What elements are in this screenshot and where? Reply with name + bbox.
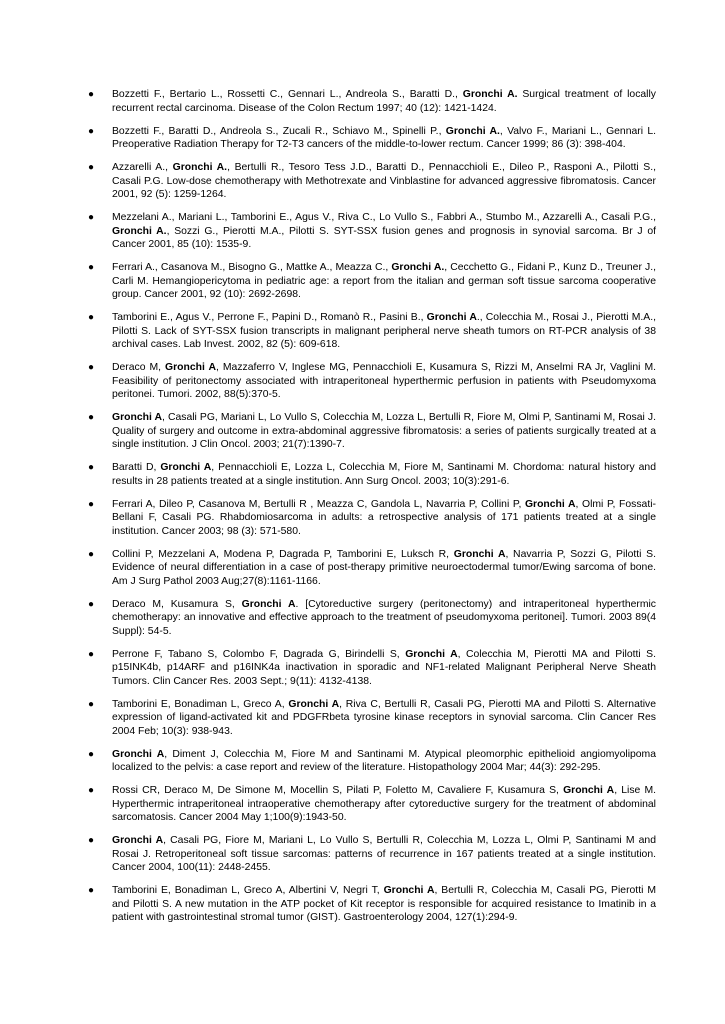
list-item — [86, 884, 656, 925]
highlighted-author: Gronchi A — [405, 648, 458, 660]
bullet-icon: ● — [88, 498, 95, 510]
highlighted-author: Gronchi A — [112, 412, 163, 423]
bullet-icon: ● — [88, 125, 95, 137]
reference-text: Gronchi A, Casali PG, Fiore M, Mariani L, Lo Vullo S, Bertulli R, Colecchia M, Lozza L, Olmi P, Santinami M and Rosai J. Retroperitoneal soft tissue sarcomas: patterns of recurrence in 167 patients treated at a single institution. Cancer 2004, 100(11): 2448-2455. — [112, 835, 656, 873]
list-item — [86, 598, 656, 639]
bullet-icon: ● — [88, 89, 95, 100]
reference-text: Bozzetti F., Baratti D., Andreola S., Zucali R., Schiavo M., Spinelli P., Gronchi A., Valvo F., Mariani L., Gennari L. Preoperative Radiation Therapy for T2-T3 cancers of the middle-to-lower rectum. Cancer 1999; 86 (3): 398-404. — [112, 125, 657, 150]
list-item — [86, 461, 656, 488]
list-item — [86, 125, 656, 152]
reference-text: Deraco M, Kusamura S, Gronchi A. [Cytoreductive surgery (peritonectomy) and intraperitoneal hyperthermic chemotherapy: an innovative and effective approach to the treatment of pseudomyxoma peritonei]. Tumori. 2003 89(4 Suppl): 54-5. — [112, 598, 656, 637]
bullet-icon: ● — [88, 162, 95, 173]
list-item — [86, 361, 656, 402]
list-item — [86, 648, 656, 689]
reference-text: Rossi CR, Deraco M, De Simone M, Mocellin S, Pilati P, Foletto M, Cavaliere F, Kusamura S, Gronchi A, Lise M. Hyperthermic intraperitoneal intraoperative chemotherapy after cytoreductive surgery for the treatment of abdominal sarcomatosis. Cancer 2004 May 1;100(9):1943-50. — [112, 785, 657, 823]
reference-text: Ferrari A, Dileo P, Casanova M, Bertulli R , Meazza C, Gandola L, Navarria P, Collini P, Gronchi A, Olmi P, Fossati-Bellani F, Casali PG. Rhabdomiosarcoma in adults: a retrospective analysis of 171 patients treated at a single institution. Cancer 2003; 98 (3): 571-580. — [112, 498, 656, 537]
reference-text: Azzarelli A., Gronchi A., Bertulli R., Tesoro Tess J.D., Baratti D., Pennacchioli E., Dileo P., Rasponi A., Pilotti S., Casali P.G. Low-dose chemotherapy with Methotrexate and Vinblastine for advanced aggressive fibromatosis. Cancer 2001, 92 (5): 1259-1264. — [112, 162, 656, 200]
bullet-icon: ● — [88, 462, 95, 473]
reference-text: Ferrari A., Casanova M., Bisogno G., Mattke A., Meazza C., Gronchi A., Cecchetto G., Fidani P., Kunz D., Treuner J., Carli M. Hemangiopericytoma in pediatric age: a report from the italian and german soft tissue sarcoma cooperative group. Cancer 2001, 92 (10): 2692-2698. — [112, 262, 656, 300]
bullet-icon: ● — [88, 212, 95, 223]
reference-text: Collini P, Mezzelani A, Modena P, Dagrada P, Tamborini E, Luksch R, Gronchi A, Navarria P, Sozzi G, Pilotti S. Evidence of neural differentiation in a case of post-therapy primitive neuroectodermal tumor/Ewing sarcoma of bone. Am J Surg Pathol 2003 Aug;27(8):1161-1166. — [112, 548, 656, 587]
list-item — [86, 834, 656, 875]
list-item — [86, 161, 656, 202]
bullet-icon: ● — [88, 262, 95, 273]
bullet-icon: ● — [88, 648, 95, 660]
highlighted-author: Gronchi A — [160, 462, 212, 473]
highlighted-author: Gronchi A — [165, 362, 216, 373]
highlighted-author: Gronchi A. — [112, 225, 167, 237]
bullet-icon: ● — [88, 312, 95, 323]
highlighted-author: Gronchi A — [241, 598, 296, 610]
highlighted-author: Gronchi A — [426, 312, 477, 323]
bullet-icon: ● — [88, 548, 95, 560]
bullet-icon: ● — [88, 748, 95, 760]
list-item — [86, 698, 656, 739]
bullet-icon: ● — [88, 598, 95, 610]
bullet-icon: ● — [88, 362, 95, 373]
reference-text: Bozzetti F., Bertario L., Rossetti C., Gennari L., Andreola S., Baratti D., Gronchi A. Surgical treatment of locally recurrent rectal carcinoma. Disease of the Colon Rectum 1997; 40 (12): 1421-1424. — [112, 89, 656, 114]
list-item — [86, 311, 656, 352]
highlighted-author: Gronchi A — [288, 698, 340, 710]
reference-text: Gronchi A, Casali PG, Mariani L, Lo Vullo S, Colecchia M, Lozza L, Bertulli R, Fiore M, Olmi P, Santinami M, Rosai J. Quality of surgery and outcome in extra-abdominal aggressive fibromatosis: a series of patients surgically treated at a single institution. J Clin Oncol. 2003; 21(7):1390-7. — [112, 412, 656, 450]
highlighted-author: Gronchi A — [383, 885, 435, 896]
bullet-icon: ● — [88, 412, 95, 423]
bullet-icon: ● — [88, 698, 95, 710]
list-item — [86, 748, 656, 775]
list-item — [86, 411, 656, 452]
list-item — [86, 784, 656, 825]
highlighted-author: Gronchi A. — [172, 162, 228, 173]
bullet-icon: ● — [88, 785, 95, 796]
highlighted-author: Gronchi A — [524, 498, 576, 510]
reference-list — [86, 88, 656, 934]
reference-text: Baratti D, Gronchi A, Pennacchioli E, Lozza L, Colecchia M, Fiore M, Santinami M. Chordoma: natural history and results in 28 patients treated at a single institution. Ann Surg Oncol. 2003; 10(3):291-6. — [112, 462, 656, 487]
highlighted-author: Gronchi A — [563, 785, 615, 796]
highlighted-author: Gronchi A — [112, 835, 164, 846]
bullet-icon: ● — [88, 835, 95, 846]
list-item — [86, 88, 656, 115]
list-item — [86, 211, 656, 252]
reference-text: Tamborini E, Bonadiman L, Greco A, Albertini V, Negri T, Gronchi A, Bertulli R, Colecchia M, Casali PG, Pierotti M and Pilotti S. A new mutation in the ATP pocket of Kit receptor is responsible for acquired resistance to Imatinib in a patient with gastrointestinal stromal tumor (GIST). Gastroenterology 2004, 127(1):294-9. — [112, 885, 656, 923]
reference-text: Deraco M, Gronchi A, Mazzaferro V, Inglese MG, Pennacchioli E, Kusamura S, Rizzi M, Anselmi RA Jr, Vaglini M. Feasibility of peritonectomy associated with intraperitoneal hyperthermic perfusion in patients with Pseudomyxoma peritonei. Tumori. 2002, 88(5):370-5. — [112, 362, 656, 400]
list-item — [86, 498, 656, 539]
bullet-icon: ● — [88, 885, 95, 896]
highlighted-author: Gronchi A — [112, 748, 165, 760]
reference-text: Mezzelani A., Mariani L., Tamborini E., Agus V., Riva C., Lo Vullo S., Fabbri A., Stumbo M., Azzarelli A., Casali P.G., Gronchi A., Sozzi G., Pierotti M.A., Pilotti S. SYT-SSX fusion genes and prognosis in synovial sarcoma. Br J of Cancer 2001, 85 (10): 1535-9. — [112, 212, 656, 250]
list-item — [86, 548, 656, 589]
reference-text: Tamborini E, Bonadiman L, Greco A, Gronchi A, Riva C, Bertulli R, Casali PG, Pierotti MA and Pilotti S. Alternative expression of ligand-activated kit and PDGFRbeta tyrosine kinase receptors in synovial sarcoma. Clin Cancer Res 2004 Feb; 10(3): 938-943. — [112, 698, 657, 737]
reference-text: Gronchi A, Diment J, Colecchia M, Fiore M and Santinami M. Atypical pleomorphic epithelioid angiomyolipoma localized to the pelvis: a case report and review of the literature. Histopathology 2004 Mar; 44(3): 292-295. — [112, 748, 656, 773]
reference-text: Perrone F, Tabano S, Colombo F, Dagrada G, Birindelli S, Gronchi A, Colecchia M, Pierotti MA and Pilotti S. p15INK4b, p14ARF and p16INK4a inactivation in sporadic and NF1-related Malignant Peripheral Nerve Sheath Tumors. Clin Cancer Res. 2003 Sept.; 9(11): 4132-4138. — [112, 648, 656, 687]
list-item — [86, 261, 656, 302]
highlighted-author: Gronchi A. — [445, 125, 500, 137]
reference-text: Tamborini E., Agus V., Perrone F., Papini D., Romanò R., Pasini B., Gronchi A., Colecchia M., Rosai J., Pierotti M.A., Pilotti S. Lack of SYT-SSX fusion transcripts in malignant peripheral nerve sheath tumors on RT-PCR analysis of 38 archival cases. Lab Invest. 2002, 82 (5): 609-618. — [112, 312, 656, 350]
highlighted-author: Gronchi A — [453, 548, 506, 560]
highlighted-author: Gronchi A. — [462, 89, 518, 100]
highlighted-author: Gronchi A. — [391, 262, 445, 273]
